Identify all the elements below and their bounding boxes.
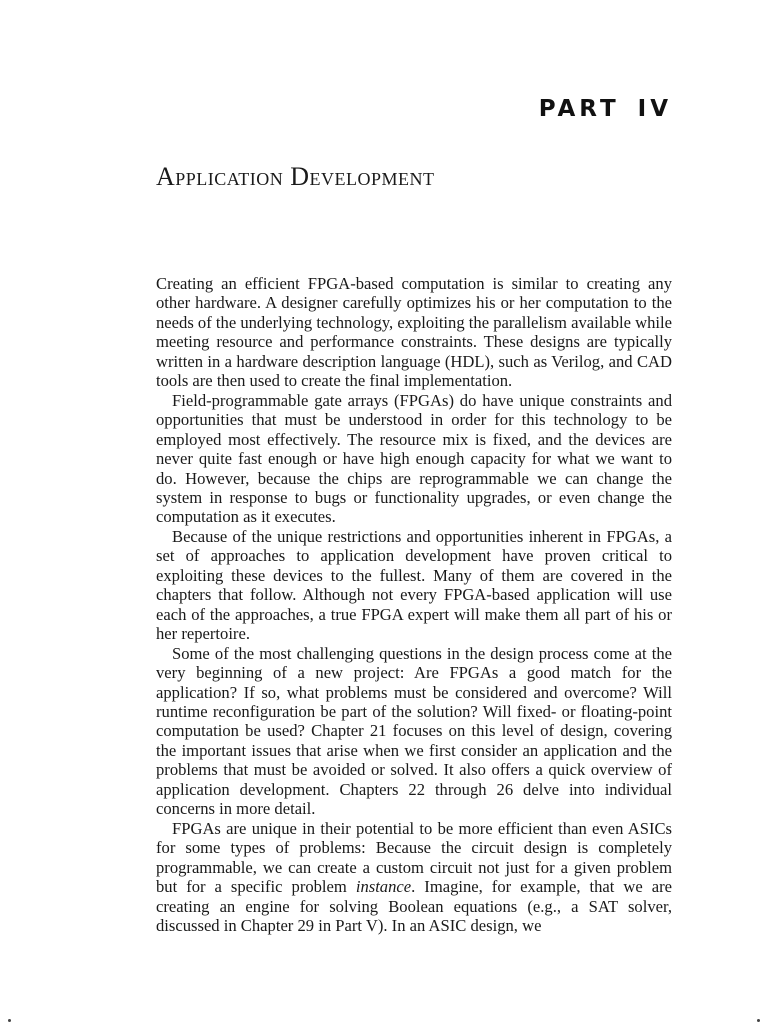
page-corner-mark (8, 1019, 11, 1022)
paragraph (156, 819, 672, 936)
paragraph: Field-programmable gate arrays (FPGAs) do have unique constraints and opportunities that must be understood in order for this technology to be employed most effectively. The resource mix is fixed, and the devices are never quite fast enough or have high enough capacity for what we want to do. However, because the chips are reprogrammable we can change the system in response to bugs or functionality upgrades, or even change the computation as it executes. (156, 390, 672, 527)
emphasis-text: instance (355, 877, 412, 897)
paragraph: Because of the unique restrictions and opportunities inherent in FPGAs, a set of approaches to application development have proven critical to exploiting these devices to the fullest. Many of them are covered in the chapters that follow. Although not every FPGA-based application will use each of the approaches, a true FPGA expert will make them all part of his or her repertoire. (156, 526, 672, 644)
paragraph-text: FPGAs are unique in their potential to be more efficient than even ASICs for some types of problems: Because the circuit design is completely programmable, we can create a custom circuit not just for a given problem but for a specific problem (156, 818, 672, 897)
body-text (156, 274, 672, 935)
page-corner-mark (757, 1019, 760, 1022)
paragraph-text: . Imagine, for example, that we are creating an engine for solving Boolean equations (e.g., a SAT solver, discussed in Chapter 29 in Part V). In an ASIC design, we (156, 877, 672, 935)
paragraph: Creating an efficient FPGA-based computation is similar to creating any other hardware. A designer carefully optimizes his or her computation to the needs of the underlying technology, exploiting the parallelism available while meeting resource and performance constraints. These designs are typically written in a hardware description language (HDL), such as Verilog, and CAD tools are then used to create the final implementation. (156, 274, 672, 391)
chapter-title: Application Development (156, 162, 435, 191)
part-word: PART (538, 96, 620, 122)
part-number: IV (637, 96, 672, 122)
part-heading (539, 96, 672, 122)
paragraph: Some of the most challenging questions in the design process come at the very beginning of a new project: Are FPGAs a good match for the application? If so, what problems must be considered and overcome? Will runtime reconfiguration be part of the solution? Will fixed- or floating-point computation be used? Chapter 21 focuses on this level of design, covering the important issues that arise when we first consider an application and the problems that must be avoided or solved. It also offers a quick overview of application development. Chapters 22 through 26 delve into individual concerns in more detail. (156, 643, 672, 819)
